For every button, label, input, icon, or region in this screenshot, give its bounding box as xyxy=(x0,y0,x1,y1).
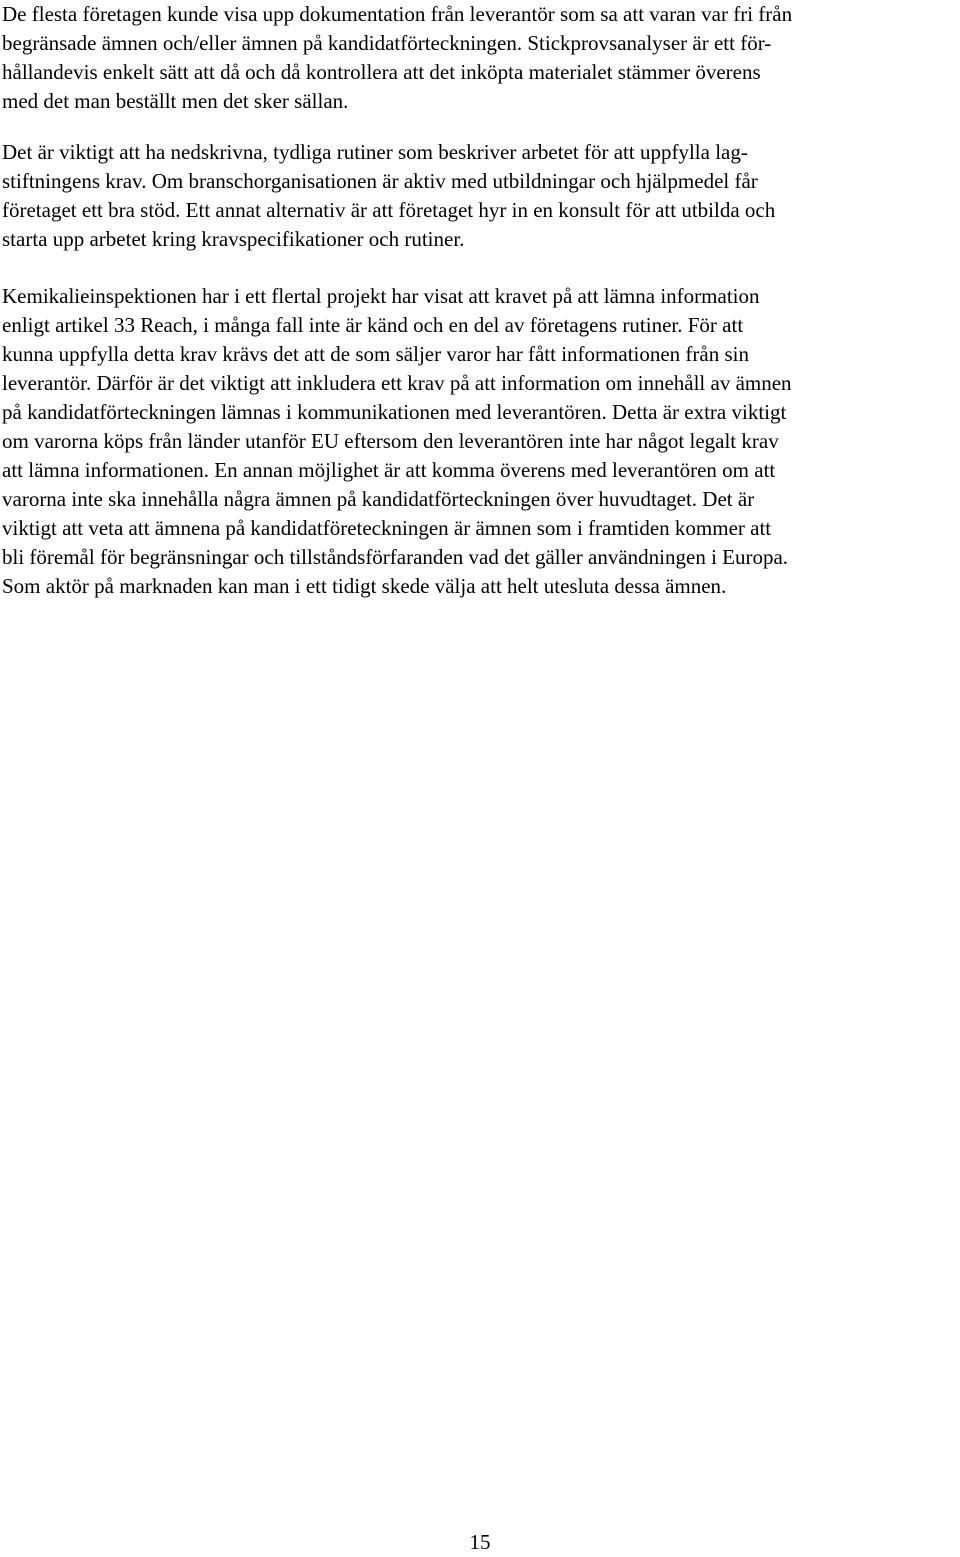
text-line: på kandidatförteckningen lämnas i kommunikationen med leverantören. Detta är extra viktigt xyxy=(2,400,787,424)
paragraph-documentation xyxy=(2,0,958,116)
text-line: starta upp arbetet kring kravspecifikationer och rutiner. xyxy=(2,227,465,251)
text-line: kunna uppfylla detta krav krävs det att de som säljer varor har fått informationen från sin xyxy=(2,342,749,366)
text-line: med det man beställt men det sker sällan. xyxy=(2,89,349,113)
page-number: 15 xyxy=(469,1530,491,1554)
text-line: viktigt att veta att ämnena på kandidatföreteckningen är ämnen som i framtiden kommer att xyxy=(2,516,772,540)
text-line: De flesta företagen kunde visa upp dokumentation från leverantör som sa att varan var fri från xyxy=(2,2,793,26)
paragraph-kemikalieinspektionen xyxy=(2,282,958,601)
text-line: leverantör. Därför är det viktigt att inkludera ett krav på att information om innehåll av ämnen xyxy=(2,371,792,395)
text-line: att lämna informationen. En annan möjlighet är att komma överens med leverantören om att xyxy=(2,458,776,482)
text-line: om varorna köps från länder utanför EU eftersom den leverantören inte har något legalt krav xyxy=(2,429,779,453)
text-line: varorna inte ska innehålla några ämnen på kandidatförteckningen över huvudtaget. Det är xyxy=(2,487,755,511)
text-line: bli föremål för begränsningar och tillståndsförfaranden vad det gäller användningen i Europa. xyxy=(2,545,789,569)
text-line: begränsade ämnen och/eller ämnen på kandidatförteckningen. Stickprovsanalyser är ett för- xyxy=(2,31,772,55)
paragraph-routines xyxy=(2,138,958,254)
text-line: Det är viktigt att ha nedskrivna, tydliga rutiner som beskriver arbetet för att uppfylla lag- xyxy=(2,140,748,164)
text-line: företaget ett bra stöd. Ett annat alternativ är att företaget hyr in en konsult för att utbilda och xyxy=(2,198,776,222)
text-line: Kemikalieinspektionen har i ett flertal projekt har visat att kravet på att lämna information xyxy=(2,284,760,308)
text-line: Som aktör på marknaden kan man i ett tidigt skede välja att helt utesluta dessa ämnen. xyxy=(2,574,727,598)
text-line: stiftningens krav. Om branschorganisationen är aktiv med utbildningar och hjälpmedel får xyxy=(2,169,758,193)
text-line: enligt artikel 33 Reach, i många fall inte är känd och en del av företagens rutiner. För att xyxy=(2,313,744,337)
text-line: hållandevis enkelt sätt att då och då kontrollera att det inköpta materialet stämmer överens xyxy=(2,60,761,84)
